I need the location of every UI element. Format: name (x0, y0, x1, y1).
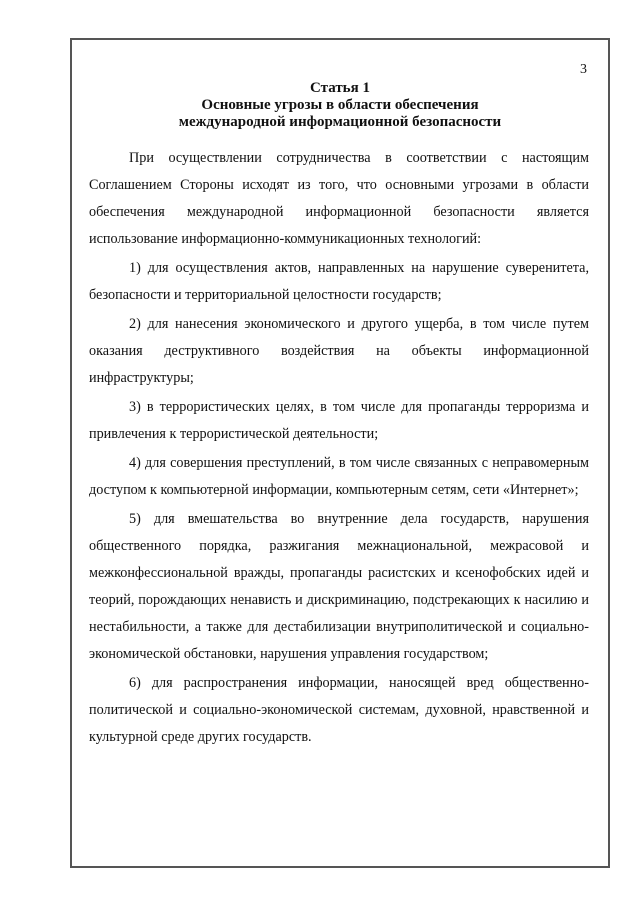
article-label: Статья 1 (310, 80, 370, 96)
article-title-line-1: Основные угрозы в области обеспечения (201, 97, 479, 113)
list-item-4: 4) для совершения преступлений, в том числе связанных с неправомерным доступом к компьютерной информации, компьютерным сетям, сети «Интернет»; (89, 455, 589, 498)
list-item-1: 1) для осуществления актов, направленных на нарушение суверенитета, безопасности и территориальной целостности государств; (89, 260, 589, 303)
article-heading (70, 80, 610, 131)
article-title-line-2: международной информационной безопасности (178, 114, 502, 130)
list-item-6: 6) для распространения информации, наносящей вред общественно-политической и социально-экономической системам, духовной, нравственной и культурной среде других государств. (89, 675, 589, 745)
list-item-2: 2) для нанесения экономического и другого ущерба, в том числе путем оказания деструктивного воздействия на объекты информационной инфраструктуры; (89, 316, 589, 386)
article-body (89, 145, 589, 751)
list-item-3: 3) в террористических целях, в том числе для пропаганды терроризма и привлечения к террористической деятельности; (89, 399, 589, 442)
intro-paragraph: При осуществлении сотрудничества в соответствии с настоящим Соглашением Стороны исходят из того, что основными угрозами в области обеспечения международной информационной безопасности является использование информационно-коммуникационных технологий: (89, 150, 589, 247)
page-number: 3 (580, 62, 587, 77)
list-item-5: 5) для вмешательства во внутренние дела государств, нарушения общественного порядка, разжигания межнациональной, межрасовой и межконфессиональной вражды, пропаганды расистских и ксенофобских идей и теорий, порождающих ненависть и дискриминацию, подстрекающих к насилию и нестабильности, а также для дестабилизации внутриполитической и социально-экономической обстановки, нарушения управления государством; (89, 511, 589, 662)
